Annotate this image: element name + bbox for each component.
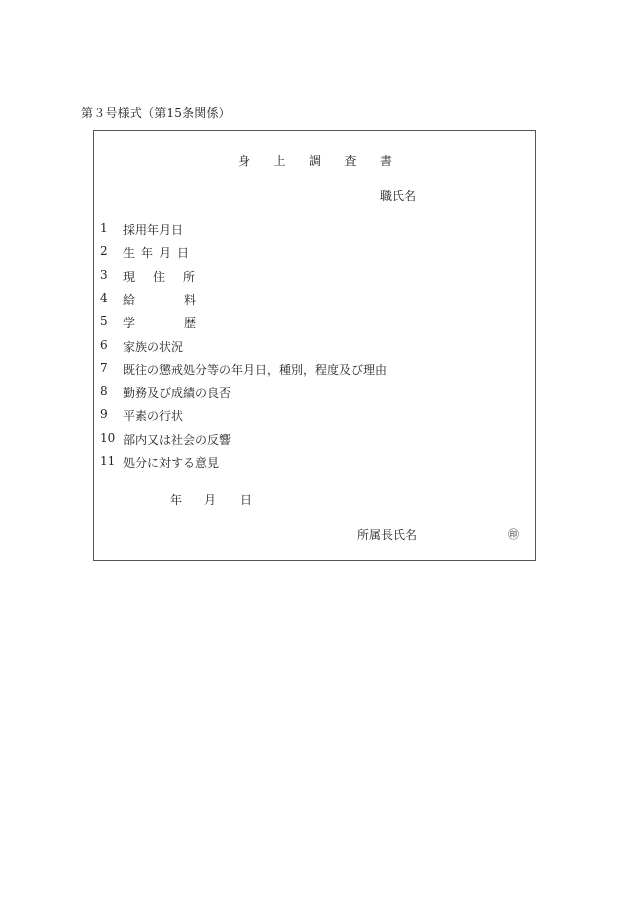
date-year: 年 xyxy=(170,493,183,507)
form-title xyxy=(238,152,416,169)
employee-name-label: 職氏名 xyxy=(380,189,417,203)
item-label: 部内又は社会の反響 xyxy=(123,432,232,447)
item-label: 学歴 xyxy=(123,316,246,331)
item-label: 現住所 xyxy=(123,269,214,284)
item-number: 9 xyxy=(100,407,108,422)
item-label: 給料 xyxy=(123,292,246,307)
title-char: 身 xyxy=(238,154,251,168)
form-caption: 第３号様式（第15条関係） xyxy=(81,106,231,120)
chief-name-label: 所属長氏名 xyxy=(357,528,418,542)
item-number: 1 xyxy=(100,221,108,235)
item-label: 生年月日 xyxy=(123,246,196,261)
title-char: 書 xyxy=(380,154,393,168)
title-char: 上 xyxy=(273,154,286,168)
date-day: 日 xyxy=(240,493,253,507)
item-number: 8 xyxy=(100,384,108,399)
item-label: 家族の状況 xyxy=(123,339,184,354)
item-label: 既往の懲戒処分等の年月日，種別，程度及び理由 xyxy=(123,362,388,377)
item-number: 10 xyxy=(100,430,116,445)
item-number: 7 xyxy=(100,360,108,375)
title-char: 査 xyxy=(344,154,357,168)
item-number: 6 xyxy=(100,337,108,352)
item-number: 11 xyxy=(100,454,116,468)
title-char: 調 xyxy=(309,154,322,168)
item-number: 4 xyxy=(100,290,108,305)
item-label: 勤務及び成績の良否 xyxy=(123,386,232,401)
item-label: 採用年月日 xyxy=(123,223,184,237)
item-number: 5 xyxy=(100,314,108,329)
item-number: 2 xyxy=(100,244,108,259)
date-month: 月 xyxy=(204,493,217,507)
seal-icon: ㊞ xyxy=(508,528,519,541)
item-label: 平素の行状 xyxy=(123,409,184,424)
item-label: 処分に対する意見 xyxy=(123,456,220,470)
item-number: 3 xyxy=(100,267,108,282)
